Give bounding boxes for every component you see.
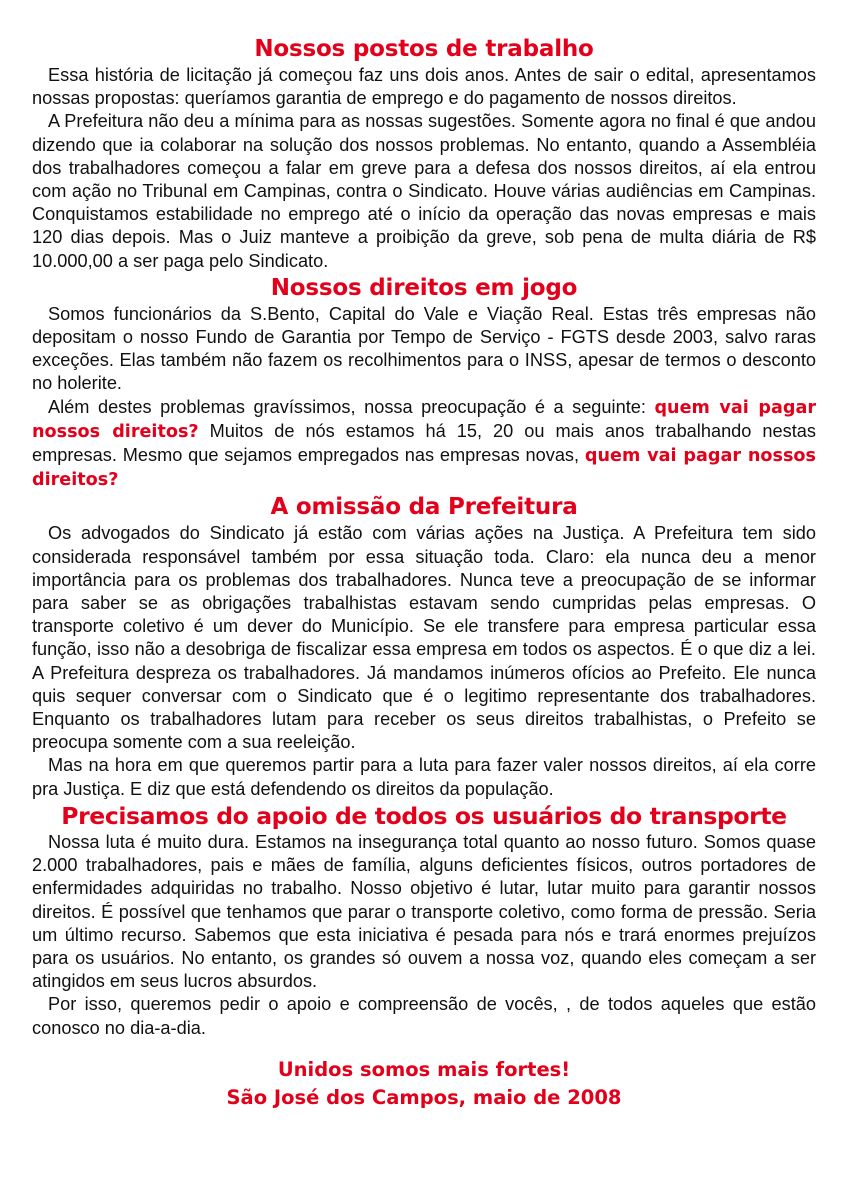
closing-slogan: Unidos somos mais fortes! xyxy=(277,1057,571,1081)
section-title: Precisamos do apoio de todos os usuários do transporte xyxy=(61,801,787,830)
text-run: Muitos de nós estamos há 15, 20 ou mais anos trabalhando nestas empresas. Mesmo que sejamos empregados nas empresas novas, xyxy=(32,420,816,466)
paragraph: Somos funcionários da S.Bento, Capital do Vale e Viação Real. Estas três empresas não depositam o nosso Fundo de Garantia por Tempo de Serviço - FGTS desde 2003, salvo raras exceções. Elas também não fazem os recolhimentos para o INSS, apesar de termos o desconto no holerite. xyxy=(32,303,816,394)
paragraph: Por isso, queremos pedir o apoio e compreensão de vocês, , de todos aqueles que estão conosco no dia-a-dia. xyxy=(32,994,816,1038)
paragraph: Mas na hora em que queremos partir para a luta para fazer valer nossos direitos, aí ela corre pra Justiça. E diz que está defendendo os direitos da população. xyxy=(32,755,816,799)
closing-place-date: São José dos Campos, maio de 2008 xyxy=(226,1085,622,1109)
section-title: A omissão da Prefeitura xyxy=(270,494,578,521)
section-title: Nossos direitos em jogo xyxy=(270,274,578,301)
section-postos-de-trabalho xyxy=(32,34,816,273)
section-apoio-usuarios xyxy=(32,801,816,1040)
paragraph: A Prefeitura não deu a mínima para as nossas sugestões. Somente agora no final é que andou dizendo que ia colaborar na solução dos nossos problemas. No entanto, quando a Assembléia dos trabalhadores começou a falar em greve para a defesa dos nossos direitos, aí ela entrou com ação no Tribunal em Campinas, contra o Sindicato. Houve várias audiências em Campinas. Conquistamos estabilidade no emprego até o início da operação das novas empresas e mais 120 dias depois. Mas o Juiz manteve a proibição da greve, sob pena de multa diária de R$ 10.000,00 a ser paga pelo Sindicato. xyxy=(32,111,816,271)
section-direitos-em-jogo xyxy=(32,273,816,493)
paragraph: Nossa luta é muito dura. Estamos na insegurança total quanto ao nosso futuro. Somos quase 2.000 trabalhadores, pais e mães de família, alguns deficientes físicos, outros portadores de enfermidades adquiridas no trabalho. Nosso objetivo é lutar, lutar muito para garantir nossos direitos. É possível que tenhamos que parar o transporte coletivo, como forma de pressão. Seria um último recurso. Sabemos que esta iniciativa é pesada para nós e trará enormes prejuízos para os usuários. No entanto, os grandes só ouvem a nossa voz, quando eles começam a ser atingidos em seus lucros absurdos. xyxy=(32,831,816,992)
section-title: Nossos postos de trabalho xyxy=(254,36,594,62)
paragraph: Essa história de licitação já começou faz uns dois anos. Antes de sair o edital, apresentamos nossas propostas: queríamos garantia de emprego e do pagamento de nossos direitos. xyxy=(32,65,816,109)
highlight-question: quem vai pagar nossos direitos? xyxy=(32,446,816,491)
paragraph xyxy=(32,396,816,493)
closing-signature xyxy=(32,1056,816,1112)
paragraph: Os advogados do Sindicato já estão com várias ações na Justiça. A Prefeitura tem sido considerada responsável também por essa situação toda. Claro: ela nunca deu a menor importância para os problemas dos trabalhadores. Nunca teve a preocupação de se informar para saber se as obrigações trabalhistas estavam sendo cumpridas pelas empresas. O transporte coletivo é um dever do Município. Se ele transfere para empresa particular essa função, isso não a desobriga de fiscalizar essa empresa em todos os aspectos. É o que diz a lei. A Prefeitura despreza os trabalhadores. Já mandamos inúmeros ofícios ao Prefeito. Ele nunca quis sequer conversar com o Sindicato que é o legitimo representante dos trabalhadores. Enquanto os trabalhadores lutam para receber os seus direitos trabalhistas, o Prefeito se preocupa somente com a sua reeleição. xyxy=(32,523,816,753)
highlight-question: quem vai pagar nossos direitos? xyxy=(32,397,817,442)
text-run: Além destes problemas gravíssimos, nossa preocupação é a seguinte: xyxy=(48,396,655,417)
section-omissao-prefeitura xyxy=(32,492,816,800)
